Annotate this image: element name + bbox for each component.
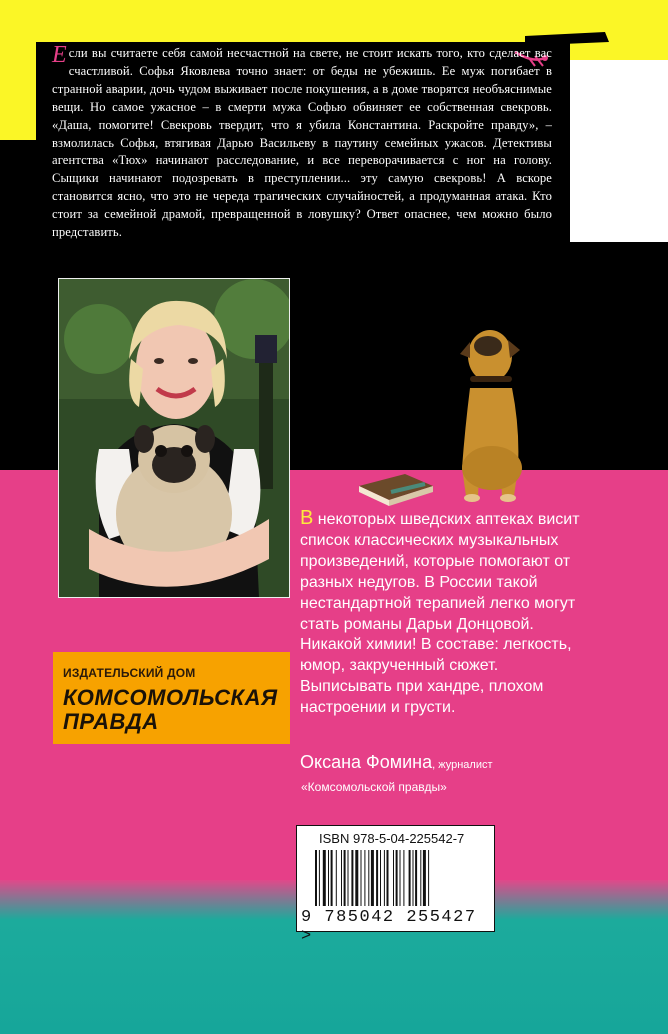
review-author-org: «Комсомольской правды» — [301, 780, 447, 794]
review-author — [300, 752, 493, 773]
dog-illustration — [440, 318, 540, 508]
review-body: некоторых шведских аптеках висит список классических музыкальных произведений, которые помогают от разных недугов. В России такой нестандартной терапией легко могут стать романы Дарьи Донцовой. Никакой химии! В составе: легкость, юмор, закрученный сюжет. Выписывать при хандре, плохом настроении и грусти. — [300, 511, 580, 717]
publisher-name — [63, 686, 278, 734]
review-author-role: , журналист — [432, 759, 493, 771]
background-black-step-left — [0, 140, 36, 242]
isbn-text: ISBN 978-5-04-225542-7 — [319, 831, 465, 846]
review-author-name: Оксана Фомина — [300, 752, 433, 772]
blurb-dropcap: Е — [52, 42, 67, 68]
review-first-word: В — [300, 507, 314, 529]
publisher-logo — [53, 652, 290, 744]
publisher-line2: КОМСОМОЛЬСКАЯ — [63, 685, 278, 710]
blurb-text: сли вы считаете себя самой несчастной на свете, не стоит искать того, кто сделает вас счастливой. Софья Яковлева точно знает: от беды не убежишь. Ее муж погибает в странной аварии, дочь чудом выживает после покушения, а в доме творятся необъяснимые вещи. Но самое ужасное – в смерти мужа Софью обвиняет ее собственная свекровь. «Даша, помогите! Свекровь твердит, что я убила Константина. Раскройте правду», – взмолилась Софья, втягивая Дарью Васильеву в паутину семейных ужасов. Детективы агентства «Тюх» начинают расследование, и все переворачивается с ног на голову. Сыщики начинают подозревать в преступлении... эту самую свекровь! А вскоре становится ясно, что это не череда трагических случайностей, а продуманная атака. Кто стоит за семейной драмой, превращенной в ловушку? Ответ опаснее, чем можно было представить. — [52, 46, 552, 240]
barcode-digits: 9 785042 255427 > — [301, 908, 477, 946]
books-illustration — [355, 470, 435, 508]
review-text — [300, 508, 582, 719]
barcode-bars — [315, 850, 475, 910]
author-photo — [58, 278, 290, 598]
publisher-line3: ПРАВДА — [63, 709, 159, 734]
barcode — [296, 825, 495, 946]
publisher-line1: ИЗДАТЕЛЬСКИЙ ДОМ — [63, 666, 196, 680]
book-blurb — [52, 42, 552, 242]
